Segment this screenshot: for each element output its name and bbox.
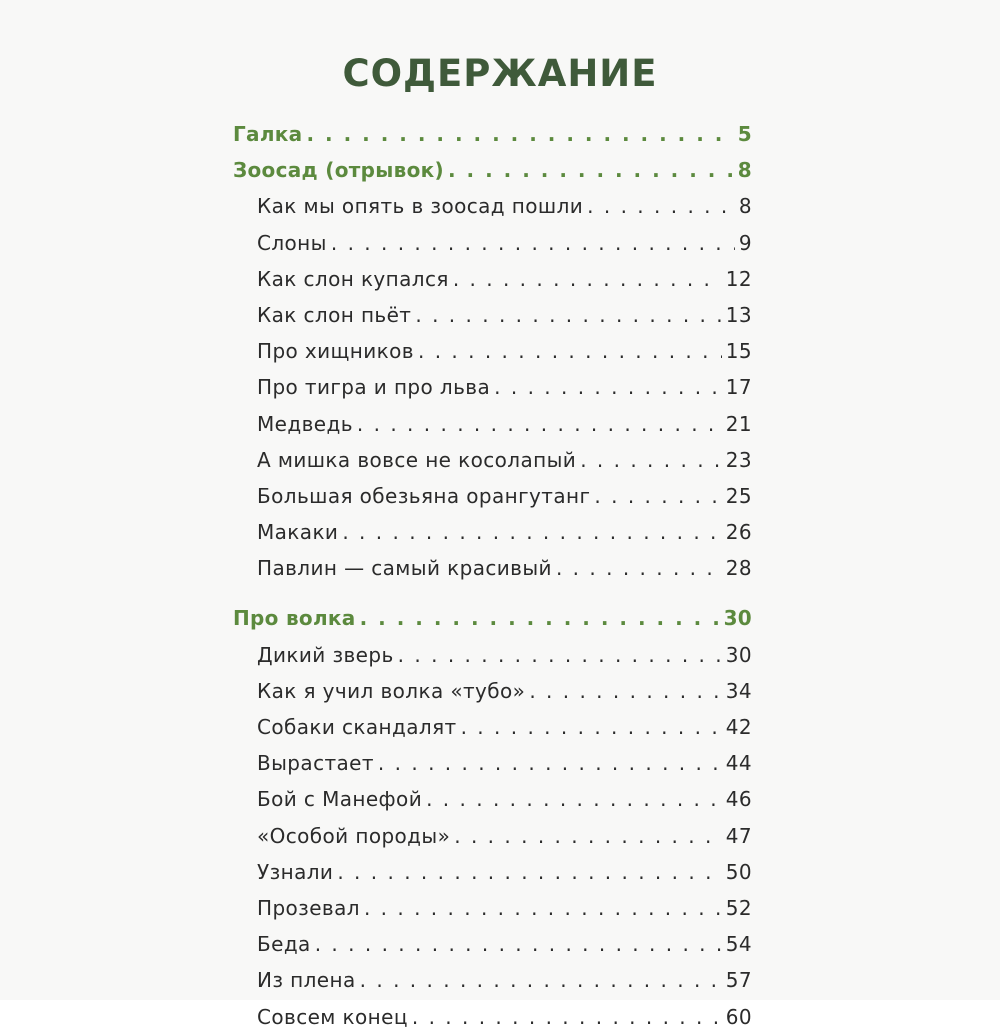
toc-entry[interactable] [233,369,752,405]
toc-entry[interactable] [233,999,752,1035]
toc-entry-label: Макаки [257,520,339,545]
toc-entry-page: 17 [725,375,752,400]
toc-entry-label: Про тигра и про льва [257,375,491,400]
toc-entry-label: Как слон купался [257,266,449,291]
toc-entry-page: 21 [725,411,752,436]
dot-leader [494,369,722,405]
dot-leader [415,297,721,333]
toc-entry[interactable] [233,333,752,369]
toc-entry-label: Узнали [257,859,334,884]
toc-section[interactable] [233,116,752,152]
toc-entry[interactable] [233,818,752,854]
dot-leader [364,890,722,926]
toc-section[interactable] [233,600,752,636]
toc-entry-label: «Особой породы» [257,823,451,848]
toc-entry-page: 15 [725,339,752,364]
toc-section-label: Зоосад (отрывок) [233,158,444,183]
toc-entry-label: Про хищников [257,339,414,364]
toc-entry-label: Слоны [257,230,327,255]
dot-leader [461,709,722,745]
dot-leader [529,673,721,709]
toc-entry[interactable] [233,962,752,998]
toc-entry-label: Как я учил волка «тубо» [257,678,526,703]
dot-leader [315,926,722,962]
dot-leader [412,999,722,1035]
dot-leader [398,637,722,673]
toc-entry[interactable] [233,478,752,514]
dot-leader [594,478,721,514]
toc-entry-page: 23 [725,447,752,472]
toc-entry-page: 30 [725,642,752,667]
dot-leader [378,745,722,781]
toc-entry-label: А мишка вовсе не косолапый [257,447,577,472]
toc-entry-label: Как слон пьёт [257,302,412,327]
toc-entry-page: 34 [725,678,752,703]
toc-entry[interactable] [233,854,752,890]
toc-entry-page: 57 [725,968,752,993]
toc-entry-label: Вырастает [257,751,374,776]
table-of-contents [233,116,752,1035]
toc-entry[interactable] [233,709,752,745]
toc-entry-page: 12 [725,266,752,291]
toc-entry-page: 60 [725,1004,752,1029]
dot-leader [426,781,722,817]
toc-entry[interactable] [233,781,752,817]
toc-entry-page: 50 [725,859,752,884]
dot-leader [580,442,722,478]
toc-entry-label: Беда [257,932,311,957]
toc-entry-label: Павлин — самый красивый [257,556,552,581]
dot-leader [331,225,735,261]
toc-entry-page: 47 [725,823,752,848]
toc-entry[interactable] [233,225,752,261]
toc-entry-label: Совсем конец [257,1004,408,1029]
toc-entry-label: Дикий зверь [257,642,394,667]
toc-entry-page: 25 [725,483,752,508]
dot-leader [337,854,721,890]
toc-entry-page: 44 [725,751,752,776]
dot-leader [357,406,722,442]
toc-entry[interactable] [233,261,752,297]
toc-entry-page: 8 [738,194,752,219]
dot-leader [418,333,722,369]
dot-leader [454,818,722,854]
dot-leader [360,600,720,636]
toc-entry-page: 42 [725,715,752,739]
toc-entry[interactable] [233,673,752,709]
toc-section-page: 8 [737,158,752,183]
toc-entry-page: 28 [725,556,752,581]
dot-leader [306,116,733,152]
toc-entry-label: Собаки скандалят [257,715,457,739]
toc-entry[interactable] [233,188,752,224]
toc-entry[interactable] [233,745,752,781]
toc-entry-page: 54 [725,932,752,957]
toc-entry[interactable] [233,442,752,478]
toc-entry-label: Прозевал [257,895,360,920]
toc-entry-label: Бой с Манефой [257,787,423,812]
toc-entry-page: 26 [725,520,752,545]
dot-leader [587,188,735,224]
toc-entry[interactable] [233,890,752,926]
toc-entry[interactable] [233,406,752,442]
toc-entry[interactable] [233,514,752,550]
toc-section-label: Про волка [233,606,356,631]
toc-entry-label: Большая обезьяна орангутанг [257,483,591,508]
toc-entry-page: 13 [725,302,752,327]
toc-entry-page: 46 [725,787,752,812]
section-gap [233,586,752,600]
dot-leader [360,962,722,998]
toc-entry-page: 52 [725,895,752,920]
dot-leader [556,550,722,586]
toc-entry[interactable] [233,926,752,962]
toc-entry-page: 9 [738,230,752,255]
dot-leader [342,514,721,550]
page-title: СОДЕРЖАНИЕ [342,52,658,95]
toc-section-page: 5 [737,122,752,146]
toc-entry[interactable] [233,550,752,586]
dot-leader [453,261,722,297]
toc-entry-label: Как мы опять в зоосад пошли [257,194,584,219]
toc-entry-label: Медведь [257,411,353,436]
toc-section-label: Галка [233,122,303,146]
toc-section[interactable] [233,152,752,188]
dot-leader [448,152,734,188]
toc-entry[interactable] [233,637,752,673]
toc-section-page: 30 [723,606,752,631]
toc-entry[interactable] [233,297,752,333]
toc-entry-label: Из плена [257,968,356,993]
